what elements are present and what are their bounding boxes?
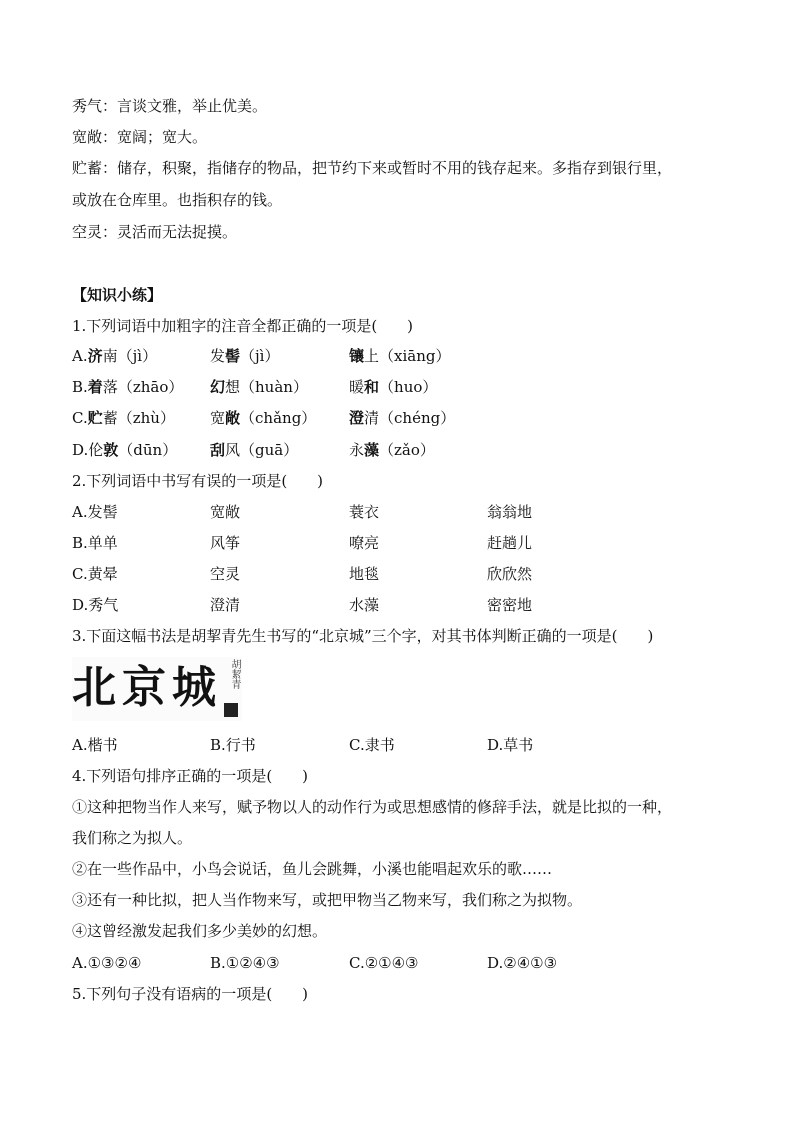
calligraphy-image — [72, 657, 242, 721]
q4-sentence-3: ③还有一种比拟，把人当作物来写，或把甲物当乙物来写，我们称之为拟物。 — [72, 891, 583, 909]
q3-option-b: B.行书 — [210, 736, 256, 754]
definition-zhuxu-line2: 或放在仓库里。也指积存的钱。 — [72, 191, 283, 209]
q4-option-d: D.②④①③ — [487, 954, 558, 972]
question-3-stem: 3.下面这幅书法是胡挈青先生书写的“北京城”三个字，对其书体判断正确的一项是( ) — [72, 627, 654, 645]
definition-zhuxu-line1: 贮蓄：储存，积聚，指储存的物品，把节约下来或暂时不用的钱存起来。多指存到银行里， — [72, 159, 673, 177]
document-page: 秀气：言谈文雅，举止优美。 宽敞：宽阔；宽大。 贮蓄：储存，积聚，指储存的物品，把节约下来或暂时不用的钱存起来。多指存到银行里， 或放在仓库里。也指积存的钱。 空灵：灵活而无法捉摸。 【知识小练】 1.下列词语中加粗字的注音全都正确的一项是( ) A.济南（jì） 发髻（jì） 镶上（xiāng） B.着落（zhāo） 幻想（huàn） 暖和（huo） C.贮蓄（zhù） 宽敞（chǎng） 澄清（chéng） D.伦敦（dūn） 刮风（guā） 永藻（zǎo） 2.下列词语中书写有误的一项是( ) A.发髻 宽敞 蓑衣 翁翁地 B.单单 风筝 嘹亮 赶趟儿 C.黄晕 空灵 地毯 欣欣然 D.秀气 澄清 水藻 密密地 3.下面这幅书法是胡挈青先生书写的“北京城”三个字，对其书体判断正确的一项是( ) 北京城 胡絜青 A.楷书 B.行书 C.隶书 D.草书 4.下列语句排序正确的一项是( ) ①这种把物当作人来写，赋予物以人的动作行为或思想感情的修辞手法，就是比拟的一种， 我们称之为拟人。 ②在一些作品中，小鸟会说话，鱼儿会跳舞，小溪也能唱起欢乐的歌…… ③还有一种比拟，把人当作物来写，或把甲物当乙物来写，我们称之为拟物。 ④这曾经激发起我们多少美妙的幻想。 A.①③②④ B.①②④③ C.②①④③ D.②④①③ 5.下列句子没有语病的一项是( ) — [72, 97, 673, 1003]
q4-sentence-1-line2: 我们称之为拟人。 — [72, 829, 193, 847]
q4-sentence-4: ④这曾经激发起我们多少美妙的幻想。 — [72, 922, 328, 940]
q4-sentence-1-line1: ①这种把物当作人来写，赋予物以人的动作行为或思想感情的修辞手法，就是比拟的一种， — [72, 798, 673, 816]
definition-kongling: 空灵：灵活而无法捉摸。 — [72, 223, 238, 241]
question-1-stem: 1.下列词语中加粗字的注音全都正确的一项是( ) — [72, 317, 414, 335]
q4-option-a: A.①③②④ — [72, 954, 142, 972]
section-title: 【知识小练】 — [72, 286, 163, 304]
q4-option-c: C.②①④③ — [349, 954, 419, 972]
definition-kuanchang: 宽敞：宽阔；宽大。 — [72, 128, 208, 146]
calligraphy-signature: 胡絜青 — [229, 659, 240, 689]
q4-option-b: B.①②④③ — [210, 954, 280, 972]
calligraphy-text: 北京城 — [72, 662, 222, 713]
q3-option-a: A.楷书 — [72, 736, 118, 754]
q3-option-d: D.草书 — [487, 736, 534, 754]
definition-xiuqi: 秀气：言谈文雅，举止优美。 — [72, 97, 268, 115]
q4-sentence-2: ②在一些作品中，小鸟会说话，鱼儿会跳舞，小溪也能唱起欢乐的歌…… — [72, 860, 553, 878]
q3-option-c: C.隶书 — [349, 736, 395, 754]
question-5-stem: 5.下列句子没有语病的一项是( ) — [72, 985, 309, 1003]
calligraphy-seal — [224, 703, 238, 717]
question-2-stem: 2.下列词语中书写有误的一项是( ) — [72, 472, 324, 490]
question-4-stem: 4.下列语句排序正确的一项是( ) — [72, 767, 309, 785]
